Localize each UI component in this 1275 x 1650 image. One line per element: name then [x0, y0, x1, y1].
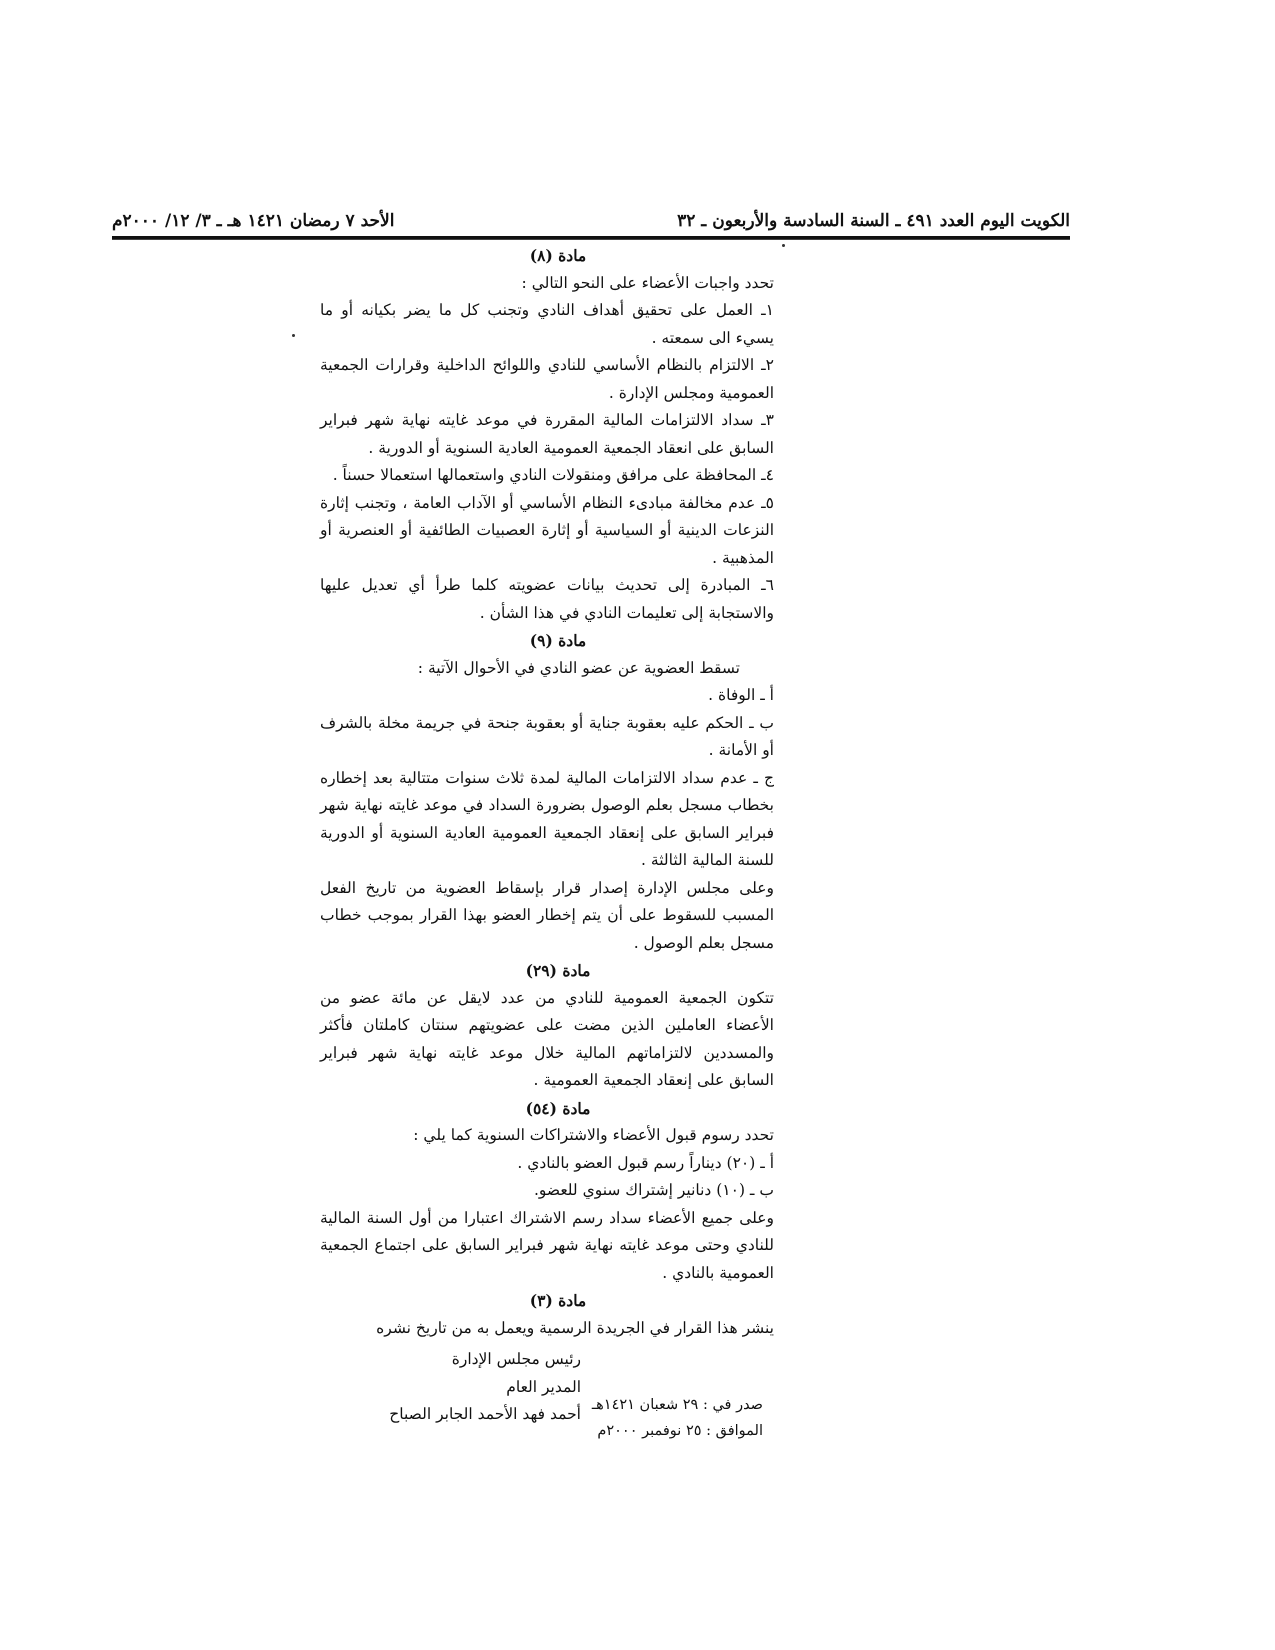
article-54-intro: تحدد رسوم قبول الأعضاء والاشتراكات السنوية كما يلي : [413, 1126, 774, 1144]
article-29-title: مادة (٢٩) [525, 961, 591, 980]
issue-date-block [583, 1392, 763, 1444]
decree-body [320, 242, 796, 1429]
issue-date-hijri: صدر في : ٢٩ شعبان ١٤٢١هـ [591, 1397, 763, 1413]
article-9-item: ج ـ عدم سداد الالتزامات المالية لمدة ثلاث سنوات متتالية بعد إخطاره بخطاب مسجل بعلم الوصول بضرورة السداد في موعد غايته نهاية شهر فبراير السابق على إنعقاد الجمعية العمومية العادية السنوية أو الدورية للسنة المالية الثالثة . [320, 768, 774, 869]
signatory-title: رئيس مجلس الإدارة [451, 1350, 581, 1368]
issue-date-gregorian: الموافق : ٢٥ نوفمبر ٢٠٠٠م [597, 1423, 763, 1439]
article-8-item: ٣ـ سداد الالتزامات المالية المقررة في موعد غايته نهاية شهر فبراير السابق على انعقاد الجمعية العمومية العادية السنوية أو الدورية . [320, 411, 774, 457]
article-9-closing: وعلى مجلس الإدارة إصدار قرار بإسقاط العضوية من تاريخ الفعل المسبب للسقوط على أن يتم إخطار العضو بهذا القرار بموجب خطاب مسجل بعلم الوصول . [320, 878, 774, 952]
header-date: الأحد ٧ رمضان ١٤٢١ هـ ـ ٣/ ١٢/ ٢٠٠٠م [112, 211, 395, 231]
article-54-item: ب ـ (١٠) دنانير إشتراك سنوي للعضو. [533, 1181, 774, 1199]
article-8-intro: تحدد واجبات الأعضاء على النحو التالي : [521, 273, 774, 292]
article-54-closing: وعلى جميع الأعضاء سداد رسم الاشتراك اعتبارا من أول السنة المالية للنادي وحتى موعد غايته نهاية شهر فبراير السابق على اجتماع الجمعية العمومية بالنادي . [320, 1208, 774, 1282]
article-3-title: مادة (٣) [529, 1291, 587, 1310]
article-8-item: ٤ـ المحافظة على مرافق ومنقولات النادي واستعمالها استعمالا حسناً . [332, 466, 774, 484]
header-divider [112, 236, 1070, 240]
scan-speck [292, 334, 295, 337]
article-9-intro: تسقط العضوية عن عضو النادي في الأحوال الآتية : [417, 658, 740, 677]
article-29-text: تتكون الجمعية العمومية للنادي من عدد لايقل عن مائة عضو من الأعضاء العاملين الذين مضت على عضويتهم سنتان كاملتان فأكثر والمسددين لالتزاماتهم المالية خلال موعد غايته نهاية شهر فبراير السابق على إنعقاد الجمعية العمومية . [320, 988, 774, 1089]
article-8-item: ٢ـ الالتزام بالنظام الأساسي للنادي واللوائح الداخلية وقرارات الجمعية العمومية ومجلس الإدارة . [320, 356, 774, 402]
article-54-item: أ ـ (٢٠) ديناراً رسم قبول العضو بالنادي . [517, 1153, 774, 1172]
article-8-item: ١ـ العمل على تحقيق أهداف النادي وتجنب كل ما يضر بكيانه أو ما يسيء الى سمعته . [320, 301, 774, 347]
article-9-item: ب ـ الحكم عليه بعقوبة جناية أو بعقوبة جنحة في جريمة مخلة بالشرف أو الأمانة . [320, 713, 774, 759]
article-8-item: ٦ـ المبادرة إلى تحديث بيانات عضويته كلما طرأ أي تعديل عليها والاستجابة إلى تعليمات النادي في هذا الشأن . [320, 576, 774, 622]
page-header [112, 208, 1070, 236]
header-issue-info: الكويت اليوم العدد ٤٩١ ـ السنة السادسة والأربعون ـ ٣٢ [677, 211, 1070, 231]
article-8-title: مادة (٨) [529, 246, 587, 265]
signatory-name: أحمد فهد الأحمد الجابر الصباح [389, 1405, 581, 1423]
article-8-item: ٥ـ عدم مخالفة مبادىء النظام الأساسي أو الآداب العامة ، وتجنب إثارة النزعات الدينية أو السياسية أو إثارة العصبيات الطائفية أو العنصرية أو المذهبية . [320, 493, 774, 567]
article-9-title: مادة (٩) [529, 631, 587, 650]
article-9-item: أ ـ الوفاة . [708, 686, 774, 704]
article-3-text: ينشر هذا القرار في الجريدة الرسمية ويعمل به من تاريخ نشره [376, 1318, 774, 1337]
signatory-title: المدير العام [506, 1377, 581, 1396]
article-54-title: مادة (٥٤) [525, 1098, 591, 1118]
